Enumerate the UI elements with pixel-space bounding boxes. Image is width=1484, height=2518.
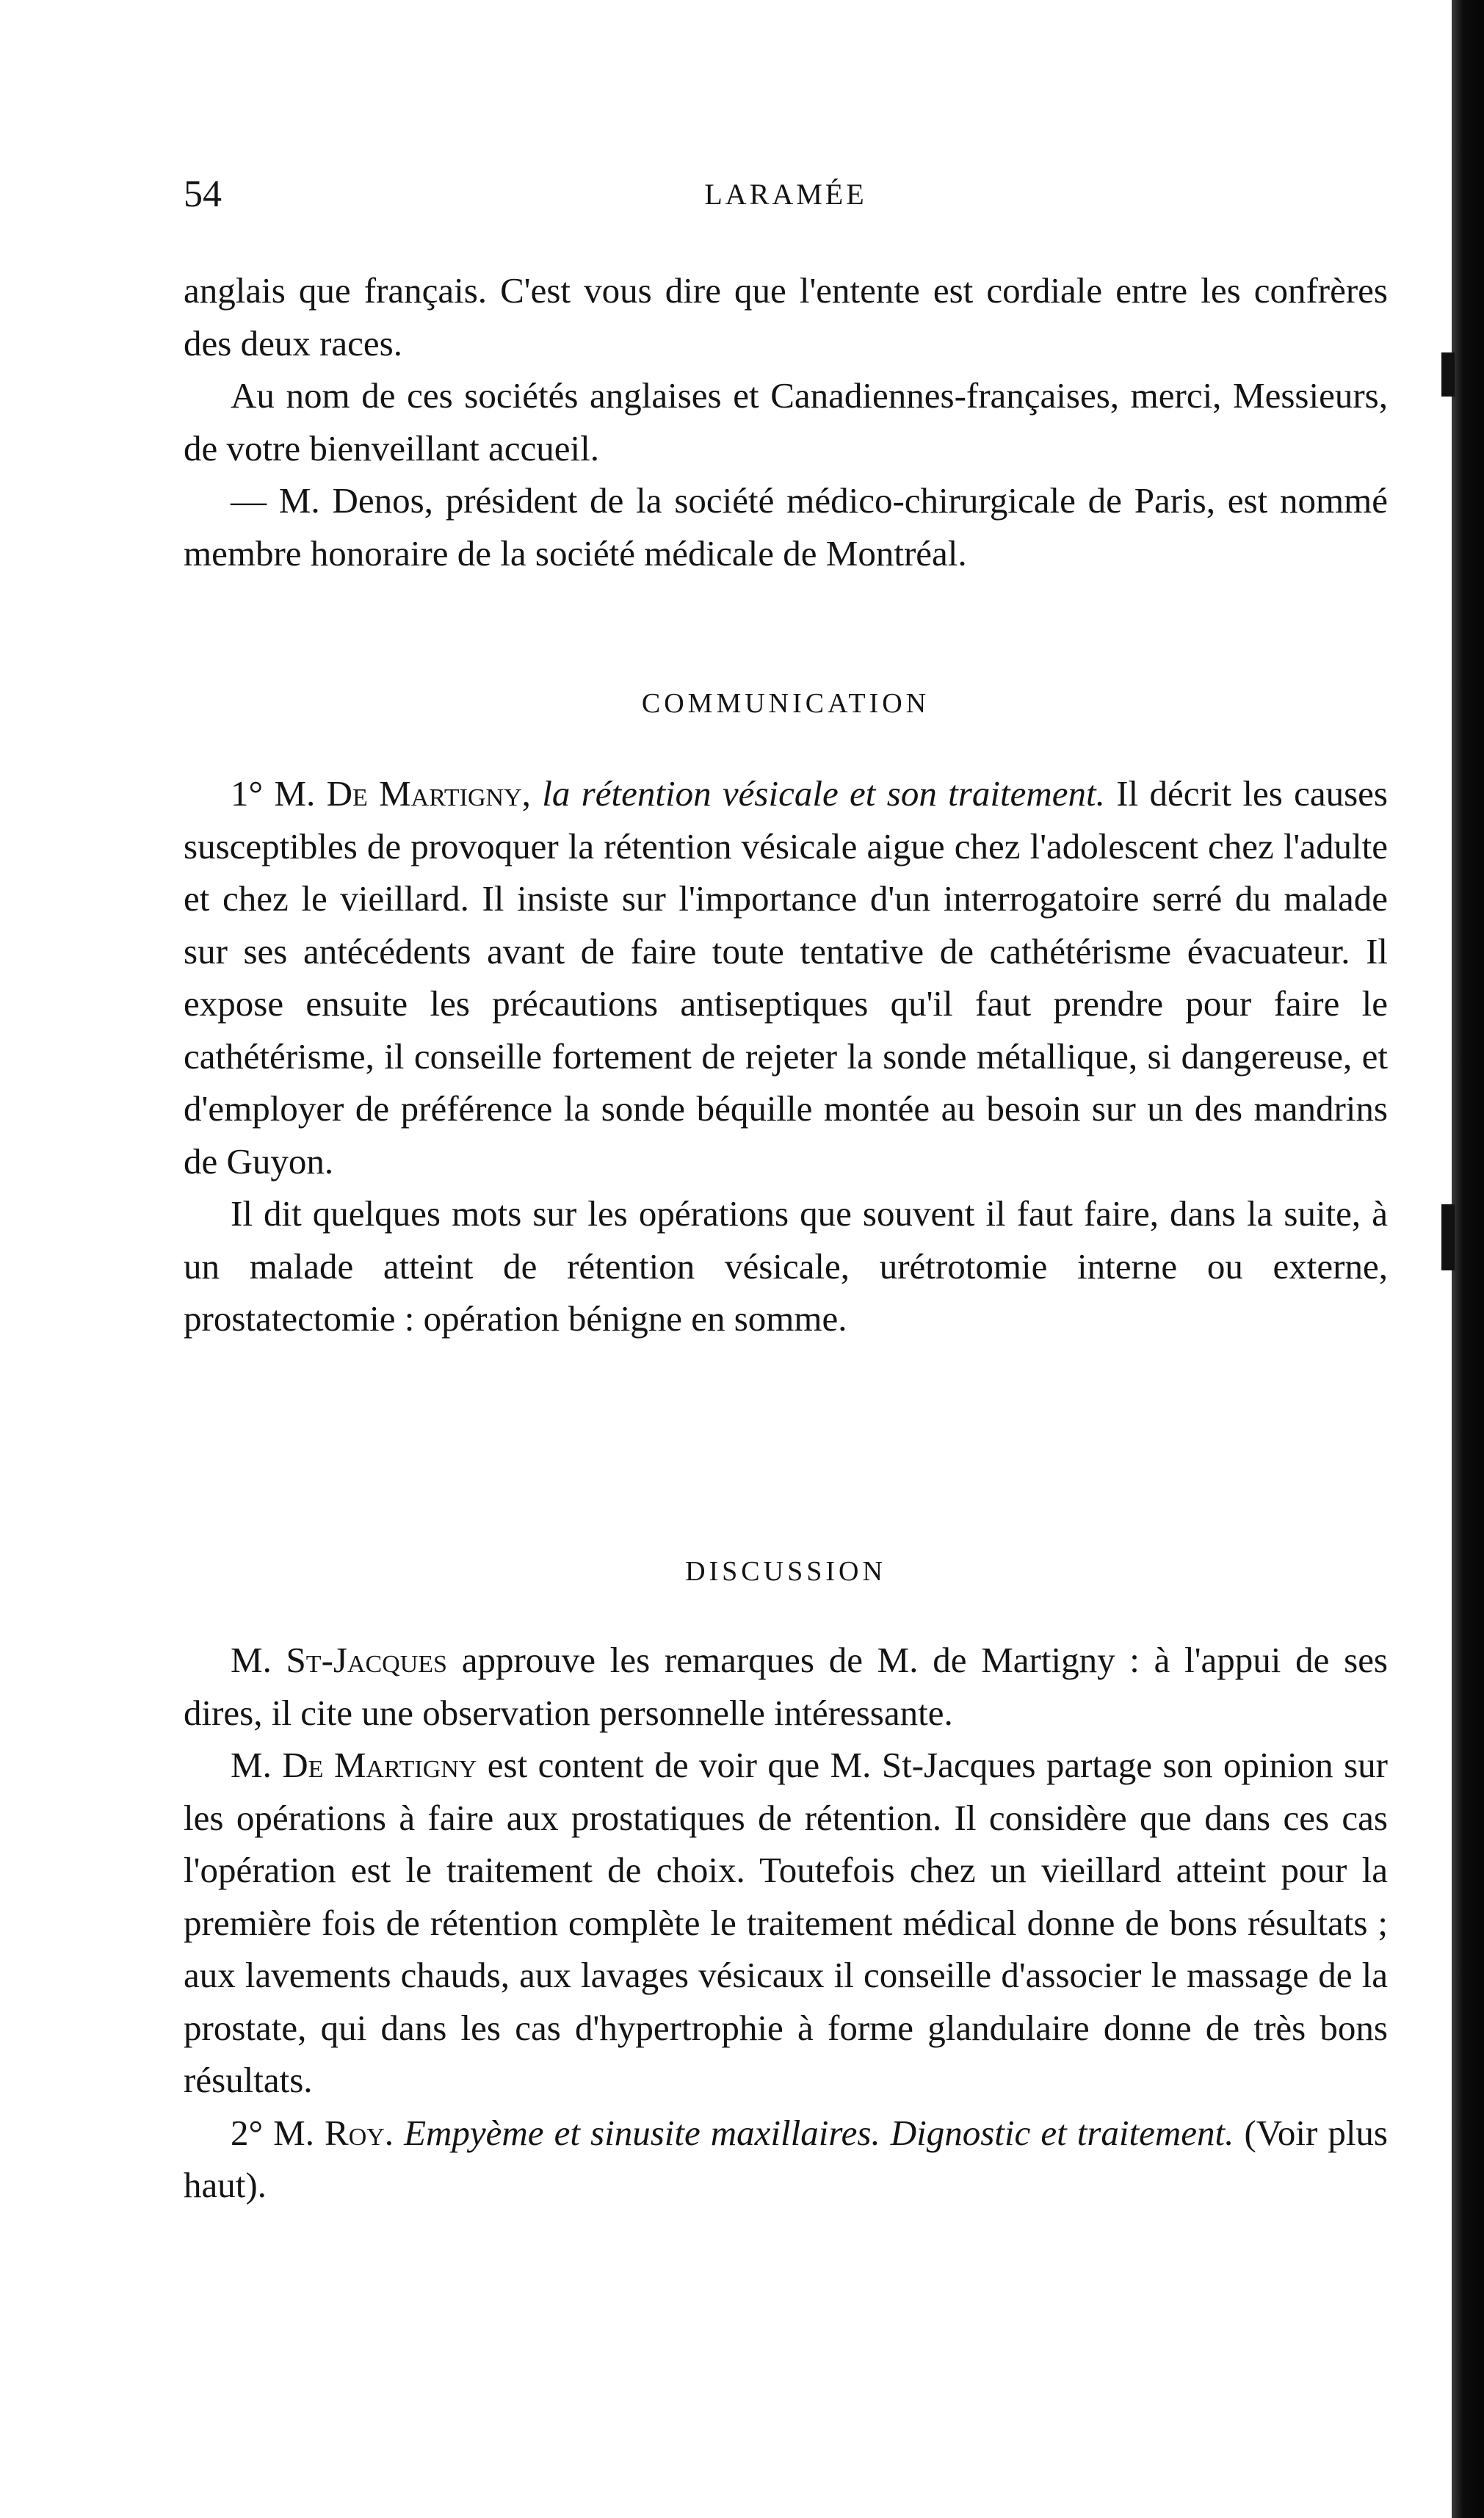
communication-heading-wrap	[184, 678, 1388, 729]
section-heading-discussion: DISCUSSION	[685, 1556, 886, 1587]
scan-edge-notch	[1441, 352, 1455, 397]
discussion-paragraph	[184, 1739, 1388, 2107]
communication-item-1	[184, 767, 1388, 1187]
item-author: M. Roy.	[273, 2112, 394, 2153]
speaker-text: approuve les remarques de M. de Martigny : à l'appui de ses dires, il cite une observation personnelle intéressante.	[184, 1640, 1389, 1733]
speaker-text: est content de voir que M. St-Jacques partage son opinion sur les opérations à faire aux prostatiques de rétention. Il considère que dans ces cas l'opération est le traitement de choix. Toutefois chez un vieillard atteint pour la première fois de rétention complète le traitement médical donne de bons résultats ; aux lavements chauds, aux lavages vésicaux il conseille d'associer le massage de la prostate, qui dans les cas d'hypertrophie à forme glandulaire donne de très bons résultats.	[184, 1745, 1388, 2100]
discussion-paragraph	[184, 1634, 1388, 1739]
page-number: 54	[184, 173, 222, 215]
scan-shadow-edge	[1452, 0, 1484, 2518]
speaker-name: M. St-Jacques	[231, 1640, 447, 1680]
opening-paragraphs	[184, 264, 1388, 579]
discussion-section	[184, 1634, 1388, 2212]
item-author: M. De Martigny,	[274, 773, 531, 814]
item-number: 2°	[231, 2112, 264, 2153]
paragraph: — M. Denos, président de la société médico-chirurgicale de Paris, est nommé membre honoraire de la société médicale de Montréal.	[184, 480, 1388, 574]
communication-section	[184, 767, 1388, 1345]
page-header	[184, 169, 1388, 220]
item-title: la rétention vésicale et son traitement.	[542, 773, 1105, 814]
speaker-name: M. De Martigny	[231, 1745, 477, 1785]
paragraph: Au nom de ces sociétés anglaises et Canadiennes-françaises, merci, Messieurs, de votre bienveillant accueil.	[184, 375, 1388, 468]
scan-edge-notch	[1441, 1204, 1455, 1270]
communication-item-2	[184, 2107, 1388, 2212]
item-title: Empyème et sinusite maxillaires. Dignostic et traitement.	[404, 2112, 1234, 2153]
paragraph: anglais que français. C'est vous dire que l'entente est cordiale entre les confrères des deux races.	[184, 270, 1388, 363]
discussion-heading-wrap	[184, 1546, 1388, 1597]
running-title: LARAMÉE	[704, 178, 867, 211]
item-text: Il décrit les causes susceptibles de provoquer la rétention vésicale aigue chez l'adolescent chez l'adulte et chez le vieillard. Il insiste sur l'importance d'un interrogatoire serré du malade sur ses antécédents avant de faire toute tentative de cathétérisme évacuateur. Il expose ensuite les précautions antiseptiques qu'il faut prendre pour faire le cathétérisme, il conseille fortement de rejeter la sonde métallique, si dangereuse, et d'employer de préférence la sonde béquille montée au besoin sur un des mandrins de Guyon.	[184, 773, 1389, 1182]
paragraph: Il dit quelques mots sur les opérations que souvent il faut faire, dans la suite, à un malade atteint de rétention vésicale, urétrotomie interne ou externe, prostatectomie : opération bénigne en somme.	[184, 1193, 1388, 1339]
item-number: 1°	[231, 773, 264, 814]
item-note: (Voir plus haut).	[184, 2112, 1388, 2205]
section-heading-communication: COMMUNICATION	[641, 688, 930, 719]
